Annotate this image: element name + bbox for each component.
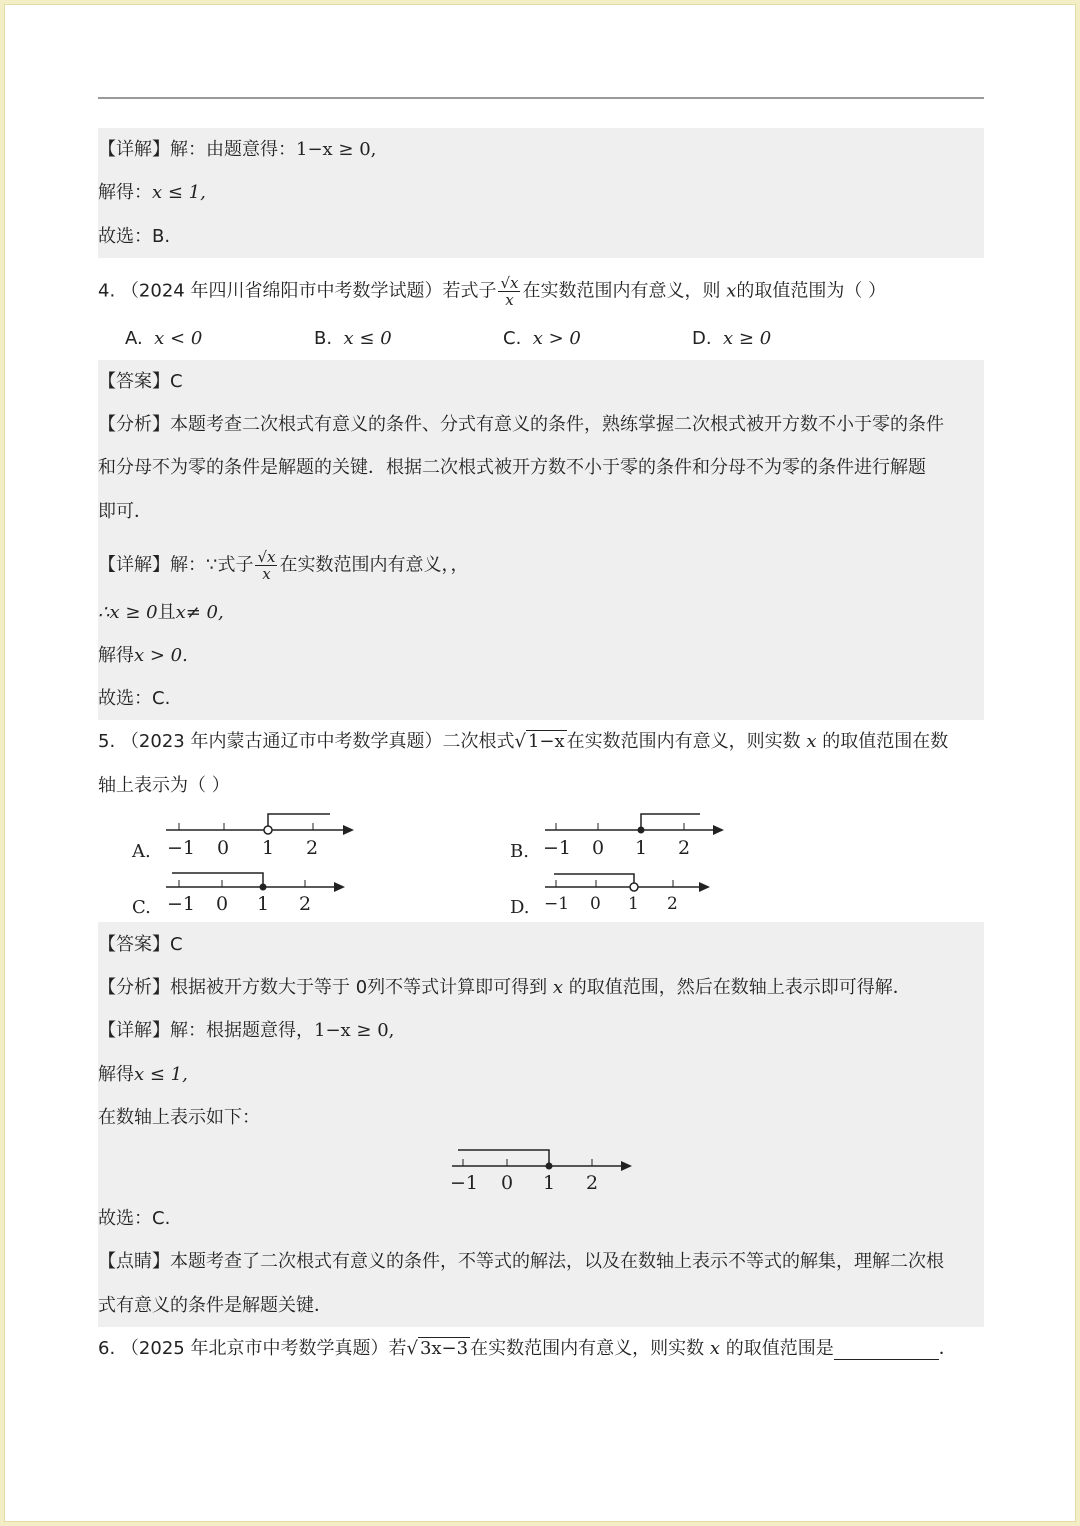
q5-sol-closed-dot [546,1163,553,1170]
q6-source: （2025 年北京市中考数学真题）若 [120,1338,407,1359]
q4-option-d-label: D. [692,328,712,349]
q5-stem-tail: 在实数范围内有意义，则实数 [566,731,801,752]
q4-option-b-math: x ≤ 0 [343,328,392,349]
q5-option-c-label: C. [132,897,151,918]
q5-a-label-neg1: −1 [167,837,196,859]
q4-number: 4. [98,280,116,302]
q6-radical: √ 3x−3 [406,1338,469,1359]
q5-detail-label: 【详解】解：根据题意得， [98,1020,314,1041]
q6-answer-blank [834,1341,939,1360]
q4-option-a-math: x < 0 [154,328,203,349]
q5-source: （2023 年内蒙古通辽市中考数学真题）二次根式 [120,731,515,752]
q5-b-label-2: 2 [678,837,691,859]
q5-answer: 【答案】C [98,934,183,955]
q4-analysis-line-2: 和分母不为零的条件是解题的关键．根据二次根式被开方数不小于零的条件和分母不为零的条件进行解题 [98,457,926,478]
q6-var: x [709,1338,720,1359]
q4-source: （2024 年四川省绵阳市中考数学试题）若式子 [120,280,497,302]
q5-b-range [641,814,700,830]
q5-c-range [172,873,263,887]
q5-option-d-label: D. [510,897,530,918]
q5-c-arrow [334,882,345,892]
q5-b-label-1: 1 [635,837,648,859]
q5-analysis-b: 的取值范围，然后在数轴上表示即可得解． [568,977,911,998]
q5-radical: √ 1−x [514,731,565,752]
q5-d-label-2: 2 [667,894,678,914]
q4-option-d-math: x ≥ 0 [723,328,772,349]
q5-axis-label: 在数轴上表示如下： [98,1107,260,1128]
q5-number: 5. [98,731,116,752]
q4-frac-den: x [505,291,514,309]
q6-stem-end: 的取值范围是 [725,1338,834,1359]
q5-sol-range [458,1150,549,1166]
q5-option-b-label: B. [510,841,529,862]
q4-step-2-label: 解得 [98,645,134,666]
q4-detail-tail: 在实数范围内有意义，， [279,554,469,576]
q5-sol-arrow [621,1161,632,1171]
q6-end-mark: ． [938,1338,957,1359]
q5-c-label-1: 1 [257,893,270,915]
q5-sol-label-2: 2 [586,1172,599,1194]
q5-c-closed-dot [260,884,267,891]
q4-answer: 【答案】C [98,371,183,392]
q5-c-label-0: 0 [216,893,229,915]
q5-a-open-dot [264,826,272,834]
q4-step-1-b: 且 [157,602,176,623]
q4-option-c-math: x > 0 [532,328,581,349]
q5-stem-end: 的取值范围在数 [822,731,949,752]
q6-stem-tail: 在实数范围内有意义，则实数 [470,1338,705,1359]
q5-detail-line [98,1020,394,1042]
q5-a-label-0: 0 [217,837,230,859]
q4-frac-num: √x [500,274,519,292]
q3-choice: 故选：B. [98,226,171,247]
q5-b-label-neg1: −1 [543,837,572,859]
q4-detail-frac-num: √x [257,548,276,566]
q5-solve-math: x ≤ 1, [134,1064,188,1085]
q5-a-range [268,814,330,826]
q6-stem [98,1338,957,1360]
q5-d-open-dot [630,883,638,891]
q5-a-arrow [343,825,354,835]
q5-a-label-2: 2 [306,837,319,859]
q5-c-label-2: 2 [299,893,312,915]
q5-sol-label-neg1: −1 [450,1172,479,1194]
q6-radicand: 3x−3 [419,1338,469,1359]
q4-choice: 故选：C. [98,688,171,709]
q5-stem-line-2: 轴上表示为（ ） [98,775,230,796]
q4-option-a-label: A. [125,328,143,349]
q5-detail-math: 1−x ≥ 0, [314,1020,395,1041]
q5-b-arrow [713,825,724,835]
q5-analysis-var: x [552,977,564,998]
q5-var: x [806,731,817,752]
q4-stem-tail: 在实数范围内有意义，则 [522,280,721,302]
q5-sol-label-1: 1 [543,1172,556,1194]
q5-comment-line-2: 式有意义的条件是解题关键． [98,1295,332,1316]
q5-choice: 故选：C. [98,1208,171,1229]
q4-step-1-c: x≠ 0, [175,602,224,623]
q3-solve-label: 解得： [98,182,152,203]
q4-var: x [726,280,737,302]
q5-analysis [98,977,911,999]
q4-analysis-line-1: 【分析】本题考查二次根式有意义的条件、分式有意义的条件，熟练掌握二次根式被开方数不小于零的条件 [98,414,944,435]
q5-radicand: 1−x [527,731,565,752]
q5-solve-label: 解得 [98,1064,134,1085]
q5-b-closed-dot [638,827,645,834]
q5-d-range [554,874,634,883]
q5-b-label-0: 0 [592,837,605,859]
q6-number: 6. [98,1338,116,1359]
q5-d-arrow [699,882,710,892]
q4-stem-end: 的取值范围为（ ） [736,280,887,302]
q5-sol-label-0: 0 [501,1172,514,1194]
q4-option-c-label: C. [503,328,522,349]
q3-detail-math: 1−x ≥ 0, [296,139,377,160]
q3-solve-math: x ≤ 1, [152,182,206,203]
q5-d-label-0: 0 [590,894,601,914]
q4-analysis-line-3: 即可． [98,501,152,522]
q5-solve-line [98,1064,188,1086]
q5-analysis-a: 【分析】根据被开方数大于等于 0列不等式计算即可得到 [98,977,548,998]
q5-option-a-label: A. [132,841,151,862]
q4-step-2-math: x > 0. [134,645,188,666]
q5-c-label-neg1: −1 [167,893,196,915]
q4-detail-frac-den: x [262,565,271,583]
q5-d-label-1: 1 [628,894,639,914]
q5-comment-line-1: 【点睛】本题考查了二次根式有意义的条件，不等式的解法，以及在数轴上表示不等式的解集，理解二次根 [98,1251,944,1272]
q3-detail-label: 【详解】解：由题意得： [98,139,296,160]
q5-d-label-neg1: −1 [544,894,570,914]
q5-a-label-1: 1 [262,837,275,859]
q4-step-1-a: ∴x ≥ 0 [98,602,158,623]
q4-option-b-label: B. [314,328,333,349]
q4-detail-label: 【详解】解：∵式子 [98,554,254,576]
